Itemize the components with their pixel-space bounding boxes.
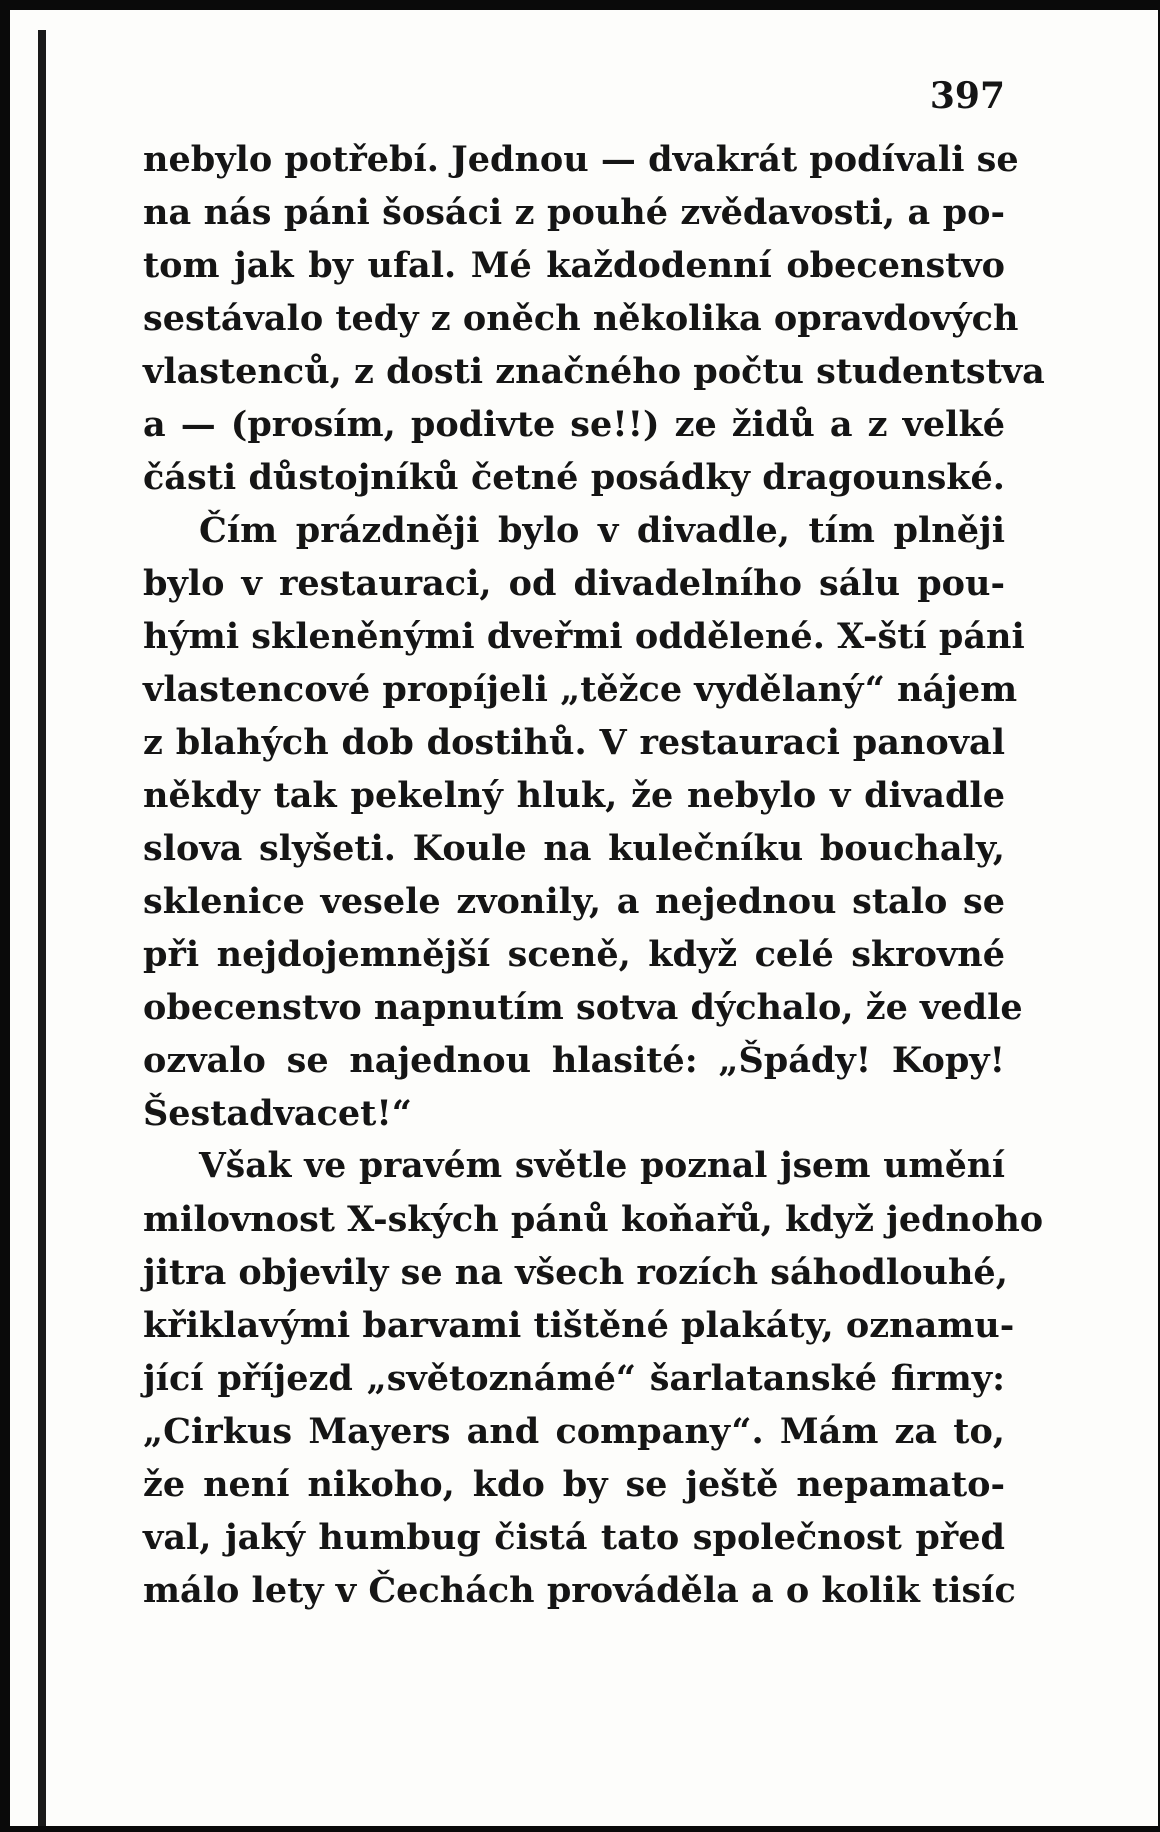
text-line-8: Čím prázdněji bylo v divadle, tím plněji: [199, 510, 1005, 551]
text-line-22: jitra objevily se na všech rozích sáhodlouhé,: [143, 1252, 1008, 1293]
text-line-21: milovnost X-ských pánů koňařů, když jednoho: [143, 1199, 1044, 1240]
text-line-4: sestávalo tedy z oněch několika opravdových: [143, 298, 1019, 339]
text-line-9: bylo v restauraci, od divadelního sálu pou-: [143, 563, 1005, 604]
text-line-17: obecenstvo napnutím sotva dýchalo, že vedle: [143, 987, 1023, 1028]
text-line-14: slova slyšeti. Koule na kulečníku bouchaly,: [143, 828, 1005, 869]
text-line-12: z blahých dob dostihů. V restauraci panoval: [143, 722, 1005, 763]
text-line-10: hými skleněnými dveřmi oddělené. X-ští páni: [143, 616, 1025, 657]
text-block: [143, 70, 1045, 1617]
text-line-19: Šestadvacet!“: [143, 1093, 412, 1134]
text-line-5: vlastenců, z dosti značného počtu studentstva: [143, 351, 1045, 392]
text-line-16: při nejdojemnější sceně, když celé skrovné: [143, 934, 1005, 975]
text-line-15: sklenice vesele zvonily, a nejednou stalo se: [143, 881, 1005, 922]
text-line-23: křiklavými barvami tištěné plakáty, oznamu-: [143, 1305, 1015, 1346]
text-line-28: málo lety v Čechách prováděla a o kolik tisíc: [143, 1570, 1016, 1611]
text-line-24: jící příjezd „světoznámé“ šarlatanské firmy:: [143, 1358, 1005, 1399]
text-line-3: tom jak by ufal. Mé každodenní obecenstvo: [143, 245, 1005, 286]
text-line-26: že není nikoho, kdo by se ještě nepamato-: [143, 1464, 1005, 1505]
text-line-6: a — (prosím, podivte se!!) ze židů a z velké: [143, 404, 1005, 445]
text-line-2: na nás páni šosáci z pouhé zvědavosti, a po-: [143, 192, 1005, 233]
scanned-page: [10, 10, 1158, 1826]
text-line-7: části důstojníků četné posádky dragounské.: [143, 457, 1005, 498]
page-number: 397: [929, 75, 1005, 117]
text-line-25: „Cirkus Mayers and company“. Mám za to,: [143, 1411, 1005, 1452]
scan-edge-rule: [38, 30, 46, 1826]
text-line-13: někdy tak pekelný hluk, že nebylo v divadle: [143, 775, 1005, 816]
text-line-20: Však ve pravém světle poznal jsem umění: [199, 1146, 1005, 1186]
text-line-1: nebylo potřebí. Jednou — dvakrát podívali se: [143, 139, 1019, 180]
text-line-11: vlastencové propíjeli „těžce vydělaný“ nájem: [143, 669, 1018, 710]
text-line-27: val, jaký humbug čistá tato společnost před: [143, 1517, 1005, 1558]
text-line-18: ozvalo se najednou hlasité: „Špády! Kopy!: [143, 1040, 1005, 1081]
